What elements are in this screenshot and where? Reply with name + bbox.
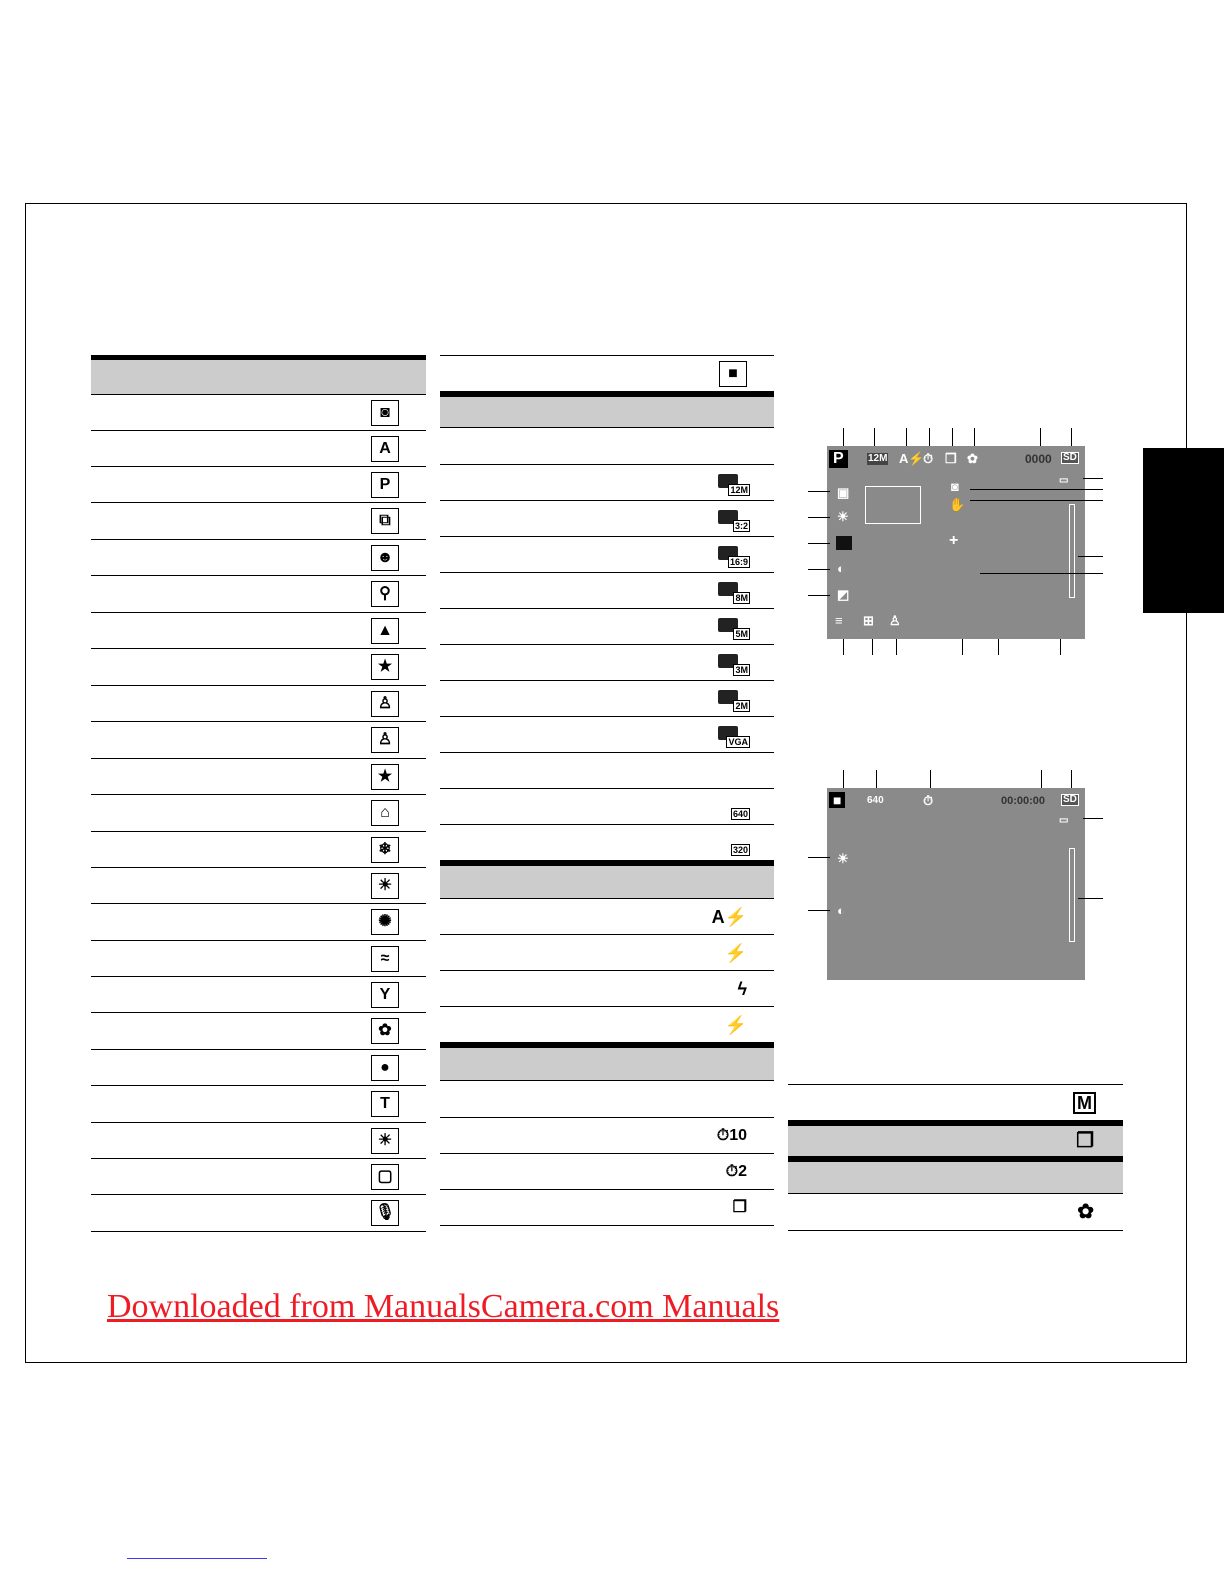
backlight-icon: ☀ <box>371 1128 399 1154</box>
landscape-icon: ▲ <box>371 618 399 644</box>
flash-header <box>440 861 774 899</box>
resolution-icon: 8M <box>716 578 750 604</box>
zoom-bar <box>1069 504 1075 598</box>
camera-icon: ◙ <box>371 400 399 426</box>
sd-card-icon: SD <box>1063 794 1077 805</box>
shot-counter: 0000 <box>1025 452 1052 466</box>
frame-icon: ▢ <box>371 1164 399 1190</box>
timer-row <box>440 1190 774 1226</box>
scene-row <box>91 467 426 503</box>
flash-row <box>440 935 774 971</box>
scene-row <box>91 1159 426 1195</box>
movie-size-icon: 320 <box>732 844 748 855</box>
continuous-row <box>788 1121 1123 1157</box>
movie-size-icon: 640 <box>732 808 748 819</box>
timer-icon: ⏱ <box>923 451 934 466</box>
flash-off-icon: ϟ <box>737 978 747 999</box>
timecode: 00:00:00 <box>1001 795 1046 807</box>
date-stamp-icon: ♙ <box>889 613 901 628</box>
self-timer-2-icon: ⏱2 <box>725 1162 747 1180</box>
burst-icon: ❐ <box>732 1198 747 1216</box>
scene-row <box>91 941 426 977</box>
burst-icon: ❐ <box>945 451 957 466</box>
resolution-icon: 12M <box>868 453 888 464</box>
movie-size-row <box>440 825 774 861</box>
resolution-row <box>440 717 774 753</box>
scene-row <box>91 540 426 576</box>
museum-icon: ⌂ <box>371 800 399 826</box>
scene-row <box>91 686 426 722</box>
resolution-row <box>440 465 774 501</box>
auto-scene-icon: A <box>371 436 399 462</box>
focus-crosshair: + <box>949 532 959 549</box>
flash-icon: A⚡ <box>899 451 925 466</box>
resolution-row <box>440 681 774 717</box>
macro-icon: ✿ <box>1077 1201 1094 1223</box>
beach-icon: ≈ <box>371 946 399 972</box>
resolution-icon: 5M <box>716 614 750 640</box>
download-link[interactable]: Downloaded from ManualsCamera.com Manuals <box>107 1288 780 1325</box>
flash-row <box>440 971 774 1007</box>
timer-row <box>440 1118 774 1154</box>
sport-icon: ⚲ <box>371 581 399 607</box>
scene-row <box>91 576 426 613</box>
footnote-line <box>127 1558 267 1559</box>
resolution-icon: VGA <box>716 722 750 748</box>
face-detect-icon: ◙ <box>951 479 959 494</box>
scene-row <box>91 1050 426 1086</box>
resolution-row <box>440 645 774 681</box>
food-icon: ● <box>371 1055 399 1081</box>
white-balance-icon: ☀ <box>837 851 849 866</box>
self-portrait-icon: ♙ <box>371 727 399 753</box>
self-timer-10-icon: ⏱10 <box>716 1126 747 1144</box>
movie-size-row <box>440 789 774 825</box>
flash-row <box>440 899 774 935</box>
timer-row <box>440 1154 774 1190</box>
iso-icon <box>836 536 852 550</box>
drive-mode-table <box>788 1084 1123 1231</box>
metering-icon: ▣ <box>837 485 850 500</box>
color-icon: ◐ <box>837 561 845 576</box>
stabilizer-icon: ✋ <box>949 497 966 512</box>
macro-row <box>788 1194 1123 1231</box>
flash-auto-icon: A⚡ <box>711 906 747 927</box>
scene-row <box>91 759 426 795</box>
resolution-row <box>440 537 774 573</box>
scene-row <box>91 977 426 1013</box>
sunset-icon: ☀ <box>371 873 399 899</box>
scene-mode-table <box>91 355 426 1232</box>
continuous-icon: ❐ <box>1076 1130 1094 1152</box>
manual-row <box>788 1084 1123 1121</box>
battery-icon: ▭ <box>1059 815 1069 826</box>
color-icon: ◐ <box>837 903 845 918</box>
settings-table <box>440 355 774 1226</box>
movie-mode-icon: ■ <box>829 792 845 808</box>
scene-row <box>91 904 426 941</box>
flash-forced-icon: ⚡ <box>724 942 747 963</box>
white-balance-icon: ☀ <box>837 509 849 524</box>
manual-icon: M <box>1073 1092 1096 1114</box>
text-icon: T <box>371 1091 399 1117</box>
sd-card-icon: SD <box>1063 452 1077 463</box>
resolution-icon: 12M <box>716 470 750 496</box>
resolution-subheader <box>440 428 774 465</box>
histogram <box>865 486 921 524</box>
resolution-icon: 16:9 <box>716 542 750 568</box>
scene-row <box>91 613 426 649</box>
resolution-row <box>440 609 774 645</box>
exposure-icon: ◩ <box>837 587 850 602</box>
portrait-icon: ♙ <box>371 691 399 717</box>
table-header <box>91 355 426 395</box>
quality-icon: ≡ <box>835 613 843 628</box>
battery-icon: ▭ <box>1059 475 1069 486</box>
party-icon: Y <box>371 982 399 1008</box>
resolution-row <box>440 501 774 537</box>
fireworks-icon: ✺ <box>371 909 399 935</box>
flash-row <box>440 1007 774 1043</box>
voice-memo-icon: 🎙 <box>371 1200 399 1226</box>
children-icon: ✿ <box>371 1018 399 1044</box>
flash-redeye-icon: ⚡ <box>724 1014 747 1035</box>
night-portrait-icon: ★ <box>371 764 399 790</box>
scene-row <box>91 395 426 431</box>
resolution-row <box>440 573 774 609</box>
scene-row <box>91 431 426 467</box>
scene-row <box>91 1013 426 1050</box>
scene-row <box>91 649 426 686</box>
resolution-icon: 3:2 <box>716 506 750 532</box>
zoom-bar <box>1069 848 1075 942</box>
night-landscape-icon: ★ <box>371 654 399 680</box>
smile-icon: ☻ <box>371 545 399 571</box>
lcd-movie-screen <box>827 788 1085 980</box>
chapter-tab <box>1143 448 1224 613</box>
scene-row <box>91 1195 426 1232</box>
resolution-icon: 3M <box>716 650 750 676</box>
resolution-header <box>440 392 774 428</box>
resolution-icon: 2M <box>716 686 750 712</box>
program-icon: P <box>371 472 399 498</box>
snow-icon: ❄ <box>371 837 399 863</box>
timer-subheader <box>440 1081 774 1118</box>
scene-row <box>91 722 426 759</box>
movie-row <box>440 355 774 392</box>
af-area-icon: ⊞ <box>863 613 874 628</box>
timer-header <box>440 1043 774 1081</box>
scene-row <box>91 1123 426 1159</box>
scene-row <box>91 832 426 868</box>
scene-row <box>91 868 426 904</box>
timer-icon: ⏱ <box>923 793 934 808</box>
movie-icon: ■ <box>719 361 747 387</box>
macro-icon: ✿ <box>967 451 978 466</box>
movie-size-icon: 640 <box>867 795 884 806</box>
scene-row <box>91 795 426 832</box>
scene-row <box>91 1086 426 1123</box>
scene-row <box>91 503 426 540</box>
panorama-icon: ⧉ <box>371 508 399 534</box>
movie-size-subheader <box>440 753 774 789</box>
macro-header <box>788 1157 1123 1194</box>
program-mode-icon: P <box>829 450 848 468</box>
lcd-photo-screen <box>827 446 1085 639</box>
